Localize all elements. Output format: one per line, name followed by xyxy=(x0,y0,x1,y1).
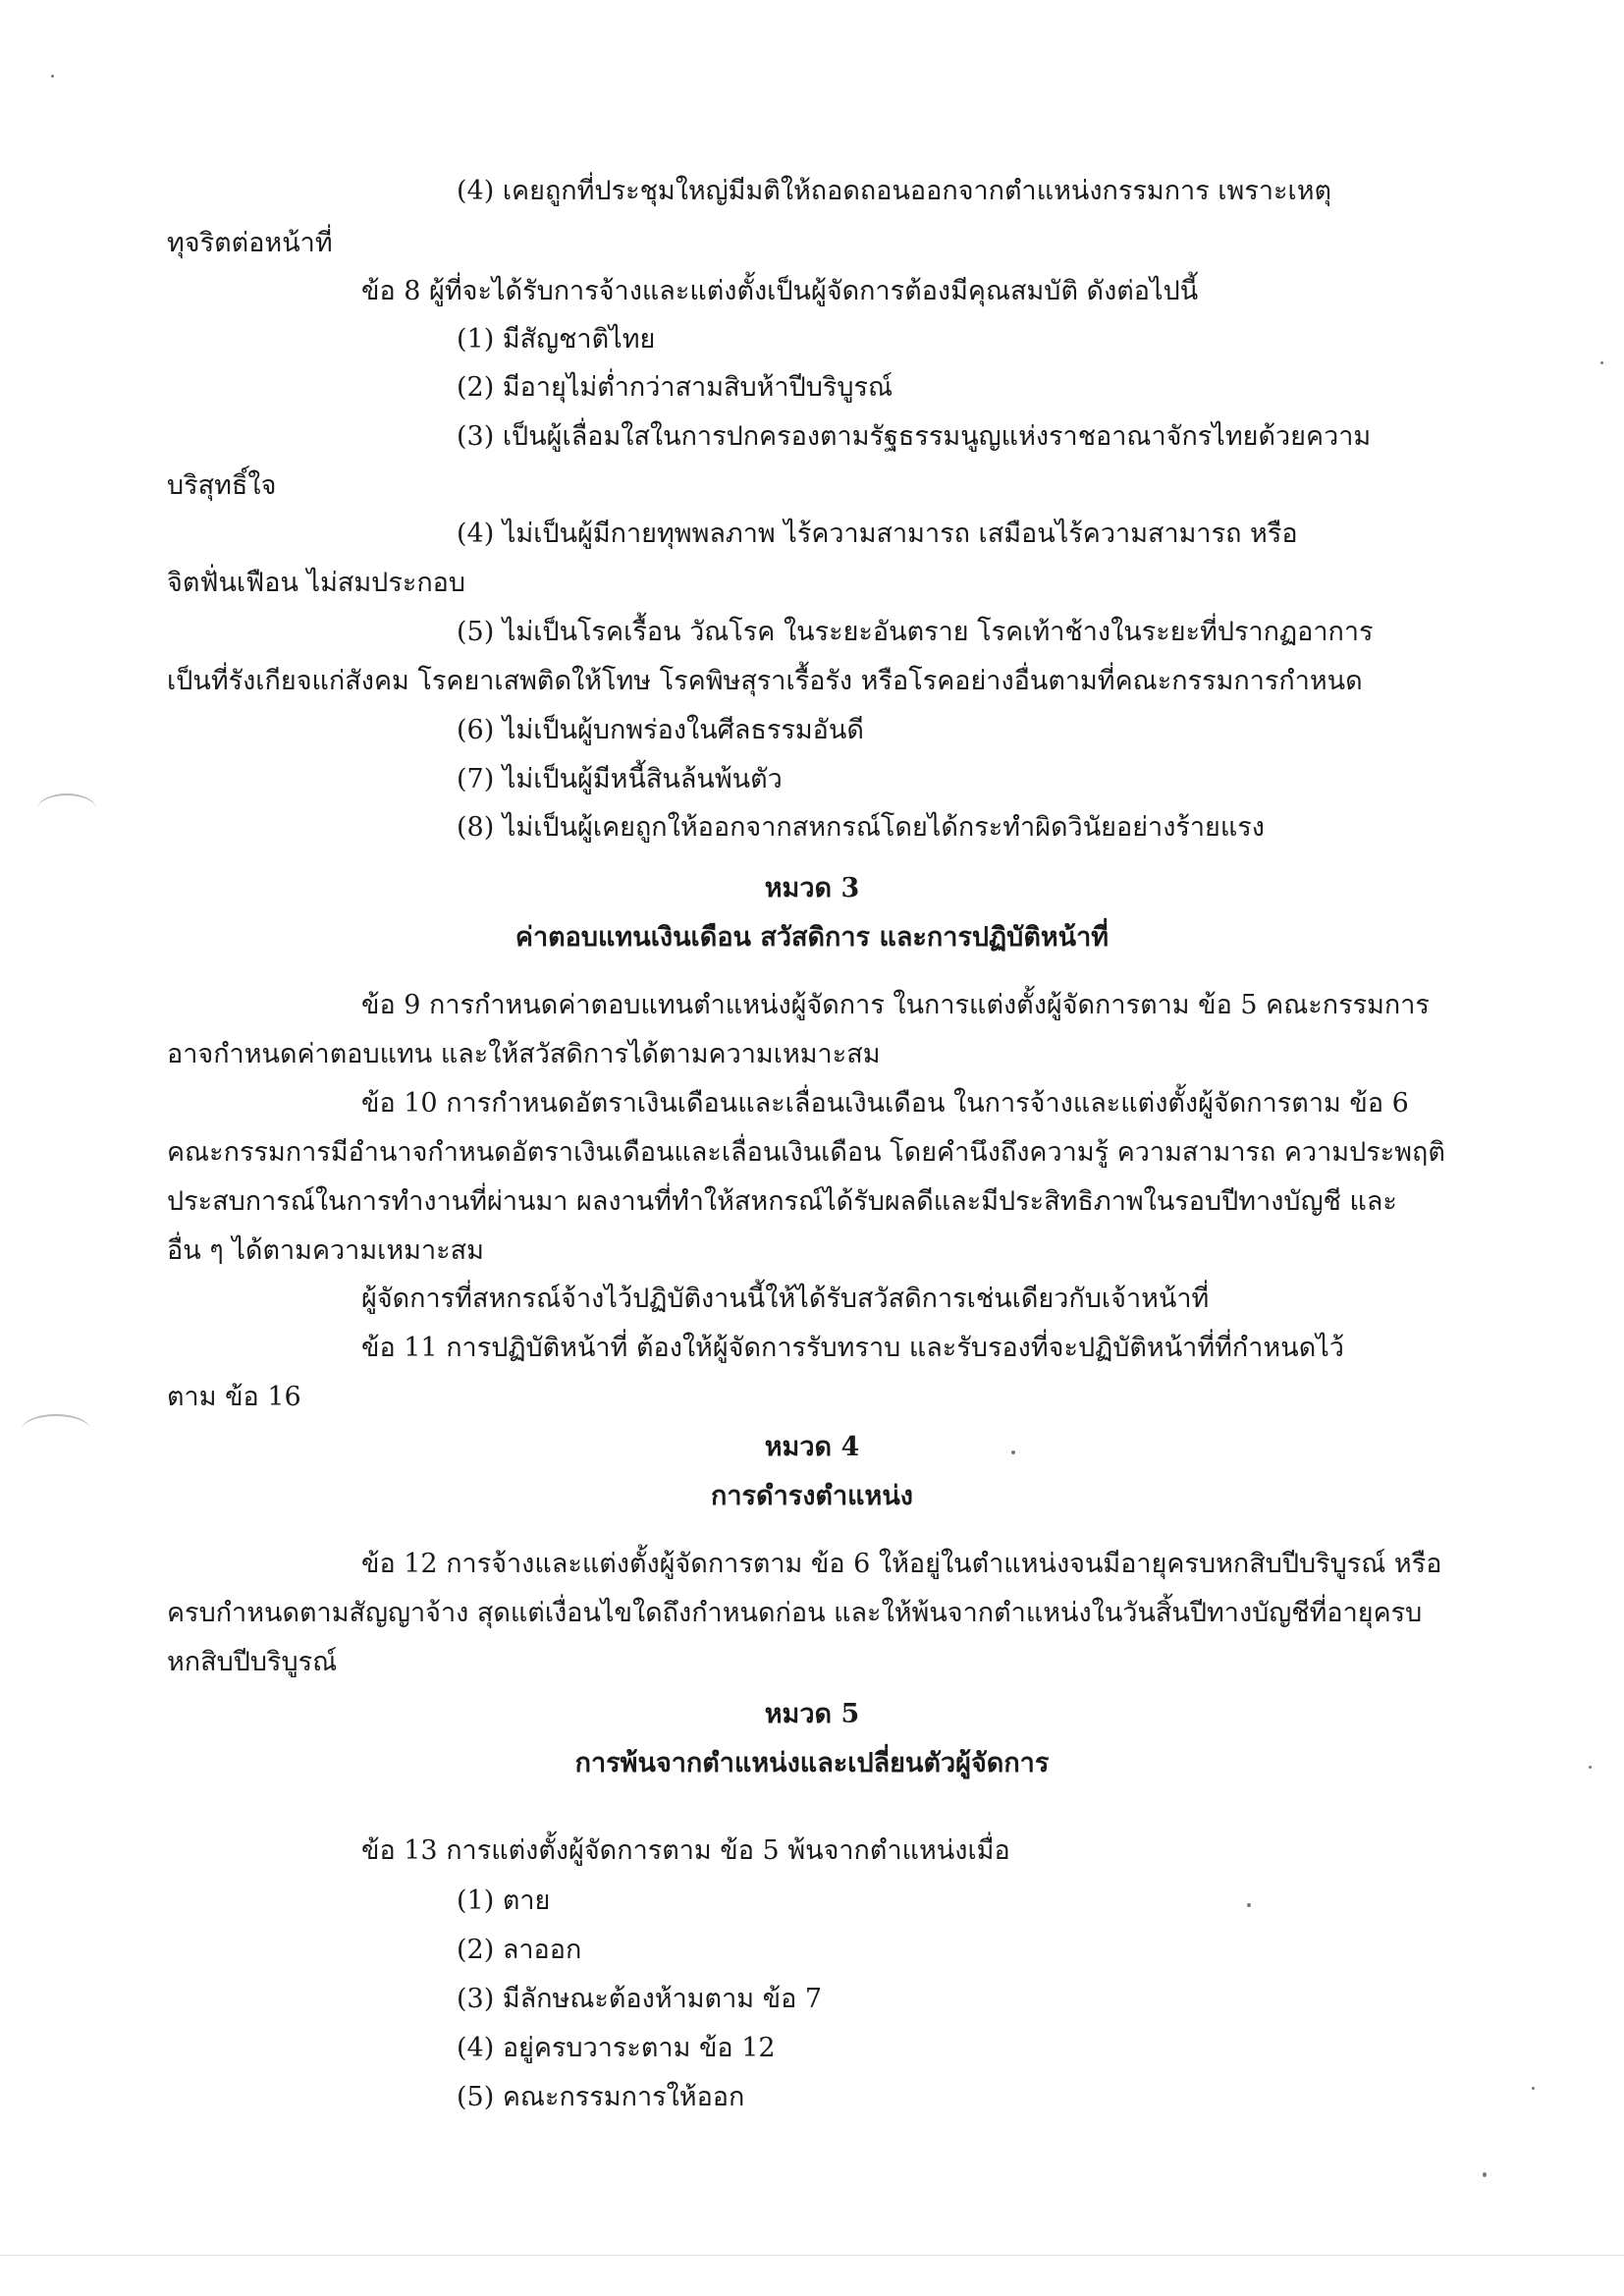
section-title: การพ้นจากตำแหน่งและเปลี่ยนตัวผู้จัดการ xyxy=(574,1748,1050,1778)
paragraph-line: ครบกำหนดตามสัญญาจ้าง สุดแต่เงื่อนไขใดถึงกำหนดก่อน และให้พ้นจากตำแหน่งในวันสิ้นปีทางบัญชีที่อายุครบ xyxy=(167,1598,1423,1628)
list-item: (1) มีสัญชาติไทย xyxy=(457,324,656,355)
clause-9-line: ข้อ 9 การกำหนดค่าตอบแทนตำแหน่งผู้จัดการ ในการแต่งตั้งผู้จัดการตาม ข้อ 5 คณะกรรมการ xyxy=(361,990,1430,1020)
scan-artifact xyxy=(37,793,96,825)
paragraph-line: บริสุทธิ์ใจ xyxy=(167,470,277,501)
list-item: (2) มีอายุไม่ต่ำกว่าสามสิบห้าปีบริบูรณ์ xyxy=(457,372,893,403)
list-item: (5) ไม่เป็นโรคเรื้อน วัณโรค ในระยะอันตราย โรคเท้าช้างในระยะที่ปรากฏอาการ xyxy=(457,617,1374,647)
section-heading: หมวด 3 xyxy=(764,873,860,903)
clause-12-line: ข้อ 12 การจ้างและแต่งตั้งผู้จัดการตาม ข้อ 6 ให้อยู่ในตำแหน่งจนมีอายุครบหกสิบปีบริบูรณ์ หรือ xyxy=(361,1549,1442,1579)
list-item: (3) เป็นผู้เลื่อมใสในการปกครองตามรัฐธรรมนูญแห่งราชอาณาจักรไทยด้วยความ xyxy=(457,421,1372,452)
paragraph-line: อาจกำหนดค่าตอบแทน และให้สวัสดิการได้ตามความเหมาะสม xyxy=(167,1039,881,1069)
clause-13-line: ข้อ 13 การแต่งตั้งผู้จัดการตาม ข้อ 5 พ้นจากตำแหน่งเมื่อ xyxy=(361,1835,1010,1866)
clause-10-line: ข้อ 10 การกำหนดอัตราเงินเดือนและเลื่อนเงินเดือน ในการจ้างและแต่งตั้งผู้จัดการตาม ข้อ 6 xyxy=(361,1088,1409,1119)
scan-speck xyxy=(51,75,54,78)
paragraph-line: ทุจริตต่อหน้าที่ xyxy=(167,228,333,258)
scan-speck xyxy=(1247,1903,1251,1907)
section-heading: หมวด 4 xyxy=(764,1432,860,1462)
scan-speck xyxy=(1011,1450,1015,1454)
section-title: การดำรงตำแหน่ง xyxy=(711,1481,913,1511)
list-item: (4) อยู่ครบวาระตาม ข้อ 12 xyxy=(457,2033,776,2063)
paragraph-line: หกสิบปีบริบูรณ์ xyxy=(167,1647,338,1677)
clause-11-line: ข้อ 11 การปฏิบัติหน้าที่ ต้องให้ผู้จัดการรับทราบ และรับรองที่จะปฏิบัติหน้าที่ที่กำหนดไว้ xyxy=(361,1333,1344,1363)
list-item: (4) ไม่เป็นผู้มีกายทุพพลภาพ ไร้ความสามารถ เสมือนไร้ความสามารถ หรือ xyxy=(457,519,1298,549)
paragraph-line: ผู้จัดการที่สหกรณ์จ้างไว้ปฏิบัติงานนี้ให้ได้รับสวัสดิการเช่นเดียวกับเจ้าหน้าที่ xyxy=(361,1284,1210,1314)
scan-speck xyxy=(1532,2087,1535,2090)
list-item: (1) ตาย xyxy=(457,1886,551,1916)
paragraph-line: คณะกรรมการมีอำนาจกำหนดอัตราเงินเดือนและเลื่อนเงินเดือน โดยคำนึงถึงความรู้ ความสามารถ ความประพฤติ xyxy=(167,1137,1445,1168)
list-item: (3) มีลักษณะต้องห้ามตาม ข้อ 7 xyxy=(457,1984,823,2014)
section-title: ค่าตอบแทนเงินเดือน สวัสดิการ และการปฏิบัติหน้าที่ xyxy=(514,922,1110,953)
scan-artifact xyxy=(22,1414,90,1446)
clause-8-line: ข้อ 8 ผู้ที่จะได้รับการจ้างและแต่งตั้งเป็นผู้จัดการต้องมีคุณสมบัติ ดังต่อไปนี้ xyxy=(361,276,1199,306)
scan-speck xyxy=(1589,1766,1592,1769)
paragraph-line: ตาม ข้อ 16 xyxy=(167,1382,301,1412)
paragraph-line: อื่น ๆ ได้ตามความเหมาะสม xyxy=(167,1235,484,1266)
paragraph-line: เป็นที่รังเกียจแก่สังคม โรคยาเสพติดให้โทษ โรคพิษสุราเรื้อรัง หรือโรคอย่างอื่นตามที่คณะกรรมการกำหนด xyxy=(167,666,1363,696)
paragraph-line: จิตฟั่นเฟือน ไม่สมประกอบ xyxy=(167,568,466,598)
list-item: (7) ไม่เป็นผู้มีหนี้สินล้นพ้นตัว xyxy=(457,764,783,794)
section-heading: หมวด 5 xyxy=(764,1699,860,1729)
list-item: (2) ลาออก xyxy=(457,1935,582,1965)
page-edge xyxy=(0,2255,1624,2256)
list-item: (6) ไม่เป็นผู้บกพร่องในศีลธรรมอันดี xyxy=(457,715,864,745)
list-item: (8) ไม่เป็นผู้เคยถูกให้ออกจากสหกรณ์โดยได้กระทำผิดวินัยอย่างร้ายแรง xyxy=(457,812,1265,843)
scan-speck xyxy=(1483,2172,1487,2177)
list-item: (5) คณะกรรมการให้ออก xyxy=(457,2082,745,2112)
scan-speck xyxy=(1600,361,1603,364)
paragraph-line: ประสบการณ์ในการทำงานที่ผ่านมา ผลงานที่ทำให้สหกรณ์ได้รับผลดีและมีประสิทธิภาพในรอบปีทางบัญชี และ xyxy=(167,1186,1397,1217)
item-line: (4) เคยถูกที่ประชุมใหญ่มีมติให้ถอดถอนออกจากตำแหน่งกรรมการ เพราะเหตุ xyxy=(457,176,1332,206)
